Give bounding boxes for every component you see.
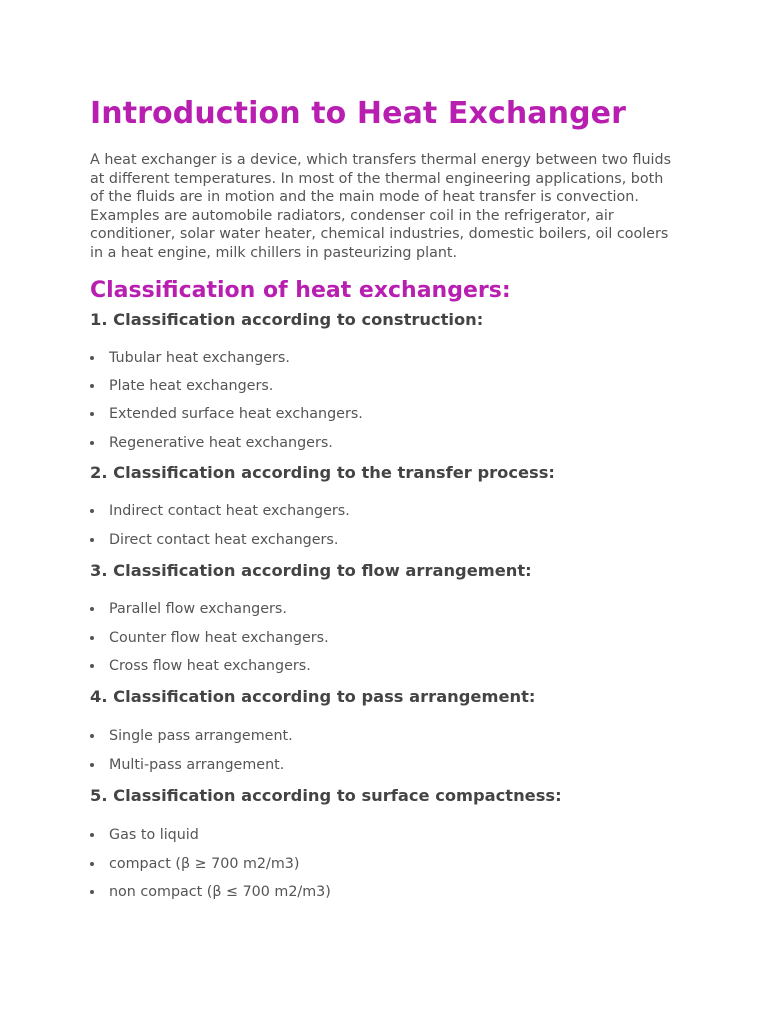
list-item (90, 826, 680, 844)
bullet-list (90, 600, 680, 676)
bullet-icon (90, 607, 94, 611)
list-item-text: Regenerative heat exchangers. (109, 434, 333, 451)
list-item (90, 405, 680, 423)
section-heading: 5. Classification according to surface compactness: (90, 785, 562, 805)
section-heading: 3. Classification according to flow arrangement: (90, 560, 532, 580)
list-item (90, 434, 680, 452)
document-page (90, 95, 680, 912)
page-title: Introduction to Heat Exchanger (90, 96, 626, 131)
list-item (90, 727, 680, 745)
bullet-list (90, 502, 680, 549)
list-item-text: Extended surface heat exchangers. (109, 406, 363, 423)
list-item (90, 349, 680, 367)
list-item-text: Multi-pass arrangement. (109, 756, 285, 773)
list-item-text: Cross flow heat exchangers. (109, 658, 311, 675)
intro-paragraph: A heat exchanger is a device, which transfers thermal energy between two fluids at different temperatures. In most of the thermal engineering applications, both of the fluids are in motion and the main mode of heat transfer is convection. Examples are automobile radiators, condenser coil in the refrigerator, air conditioner, solar water heater, chemical industries, domestic boilers, oil coolers in a heat engine, milk chillers in pasteurizing plant. (90, 152, 672, 261)
bullet-icon (90, 384, 94, 388)
section-heading: 4. Classification according to pass arrangement: (90, 687, 536, 707)
list-item (90, 855, 680, 873)
list-item-text: Tubular heat exchangers. (109, 349, 290, 366)
list-item (90, 883, 680, 901)
bullet-icon (90, 356, 94, 360)
list-item (90, 629, 680, 647)
list-item-text: Plate heat exchangers. (109, 377, 274, 394)
bullet-icon (90, 862, 94, 866)
bullet-icon (90, 509, 94, 513)
list-item-text: Parallel flow exchangers. (109, 600, 287, 617)
list-item-text: Single pass arrangement. (109, 728, 293, 745)
bullet-icon (90, 412, 94, 416)
bullet-list (90, 727, 680, 774)
list-item (90, 377, 680, 395)
list-item-text: compact (β ≥ 700 m2/m3) (109, 855, 300, 872)
list-item-text: Counter flow heat exchangers. (109, 629, 329, 646)
section-pass-arrangement (90, 686, 680, 774)
list-item (90, 756, 680, 774)
list-item-text: Direct contact heat exchangers. (109, 531, 339, 548)
list-item-text: Gas to liquid (109, 826, 199, 843)
bullet-icon (90, 636, 94, 640)
section-flow-arrangement (90, 560, 680, 676)
bullet-list (90, 349, 680, 452)
list-item (90, 502, 680, 520)
list-item-text: non compact (β ≤ 700 m2/m3) (109, 884, 331, 901)
bullet-icon (90, 441, 94, 445)
section-heading: 2. Classification according to the transfer process: (90, 463, 555, 483)
bullet-icon (90, 763, 94, 767)
section-construction (90, 309, 680, 452)
section-heading: 1. Classification according to construction: (90, 309, 484, 329)
list-item (90, 531, 680, 549)
classification-heading: Classification of heat exchangers: (90, 277, 511, 303)
bullet-icon (90, 890, 94, 894)
section-transfer-process (90, 462, 680, 549)
bullet-icon (90, 734, 94, 738)
section-surface-compactness (90, 785, 680, 902)
bullet-icon (90, 538, 94, 542)
bullet-icon (90, 833, 94, 837)
list-item-text: Indirect contact heat exchangers. (109, 503, 350, 520)
bullet-icon (90, 664, 94, 668)
list-item (90, 657, 680, 675)
list-item (90, 600, 680, 618)
bullet-list (90, 826, 680, 902)
